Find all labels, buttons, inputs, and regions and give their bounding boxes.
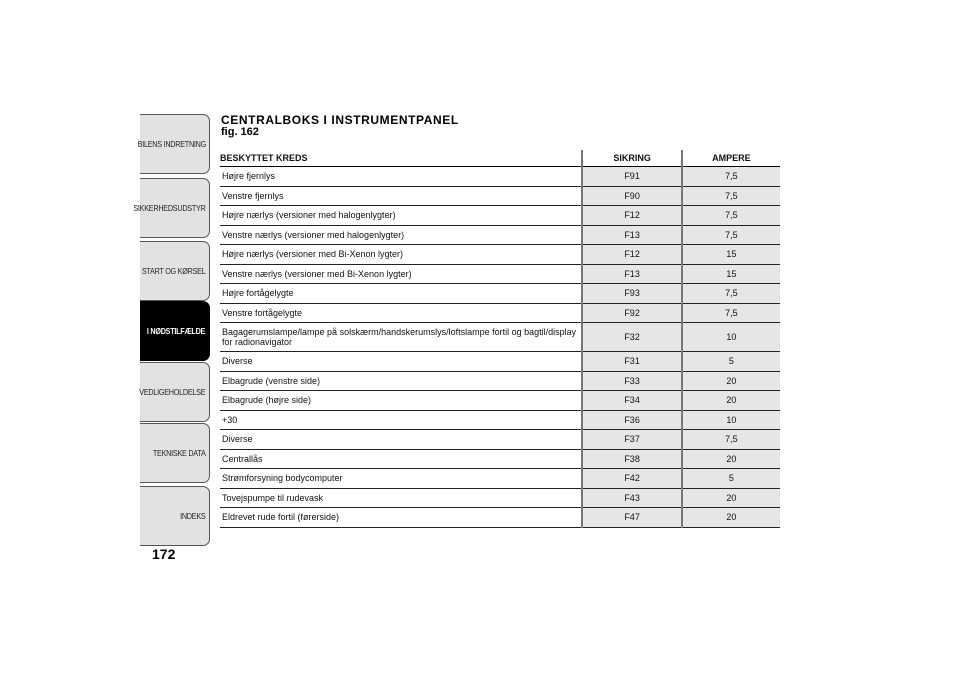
cell-circuit: Venstre nærlys (versioner med Bi-Xenon lygter) [220, 264, 582, 284]
header-ampere: AMPERE [682, 150, 780, 167]
cell-fuse: F42 [582, 469, 681, 489]
cell-fuse: F34 [582, 391, 681, 411]
cell-circuit: Tovejspumpe til rudevask [220, 488, 582, 508]
table-row [220, 410, 780, 430]
tab-sikkerhedsudstyr[interactable] [133, 178, 210, 238]
cell-circuit: +30 [220, 410, 582, 430]
tab-tekniske-data[interactable] [140, 423, 210, 483]
cell-circuit: Bagagerumslampe/lampe på solskærm/handskerumslys/loftslampe fortil og bagtil/display for radionavigator [220, 323, 582, 352]
cell-ampere: 7,5 [682, 430, 780, 450]
table-row [220, 167, 780, 187]
header-circuit: BESKYTTET KREDS [220, 150, 582, 167]
table-row [220, 303, 780, 323]
cell-circuit: Elbagrude (venstre side) [220, 371, 582, 391]
cell-ampere: 5 [682, 352, 780, 372]
cell-ampere: 7,5 [682, 167, 780, 187]
cell-ampere: 7,5 [682, 186, 780, 206]
table-row [220, 225, 780, 245]
cell-circuit: Diverse [220, 352, 582, 372]
tab-bilens-indretning[interactable] [137, 114, 210, 174]
tab-label: TEKNISKE DATA [152, 448, 206, 458]
cell-ampere: 5 [682, 469, 780, 489]
cell-fuse: F12 [582, 206, 681, 226]
tab-label: BILENS INDRETNING [137, 139, 206, 149]
section-heading: CENTRALBOKS I INSTRUMENTPANEL [221, 113, 459, 127]
cell-circuit: Højre nærlys (versioner med Bi-Xenon lygter) [220, 245, 582, 265]
table-row [220, 449, 780, 469]
cell-ampere: 20 [682, 449, 780, 469]
cell-fuse: F38 [582, 449, 681, 469]
table-row [220, 284, 780, 304]
cell-fuse: F12 [582, 245, 681, 265]
cell-fuse: F37 [582, 430, 681, 450]
cell-fuse: F13 [582, 225, 681, 245]
table-header-row [220, 150, 780, 167]
cell-fuse: F43 [582, 488, 681, 508]
cell-fuse: F36 [582, 410, 681, 430]
header-fuse: SIKRING [582, 150, 681, 167]
cell-ampere: 10 [682, 410, 780, 430]
tab-vedligeholdelse[interactable] [140, 362, 210, 422]
cell-circuit: Højre fjernlys [220, 167, 582, 187]
table-row [220, 430, 780, 450]
cell-fuse: F33 [582, 371, 681, 391]
cell-fuse: F47 [582, 508, 681, 528]
tab-label: SIKKERHEDSUDSTYR [133, 203, 206, 213]
table-row [220, 508, 780, 528]
cell-ampere: 7,5 [682, 225, 780, 245]
cell-circuit: Venstre fortågelygte [220, 303, 582, 323]
cell-ampere: 15 [682, 264, 780, 284]
fuse-table [220, 150, 780, 528]
cell-circuit: Venstre nærlys (versioner med halogenlygter) [220, 225, 582, 245]
cell-ampere: 20 [682, 488, 780, 508]
table-row [220, 186, 780, 206]
cell-ampere: 7,5 [682, 284, 780, 304]
tab-start-og-korsel[interactable] [140, 241, 210, 301]
tab-i-nodstilfaelde[interactable] [140, 301, 210, 361]
figure-reference: fig. 162 [221, 126, 259, 138]
tab-label: I NØDSTILFÆLDE [147, 326, 206, 336]
table-row [220, 323, 780, 352]
cell-fuse: F93 [582, 284, 681, 304]
table-row [220, 488, 780, 508]
cell-ampere: 7,5 [682, 206, 780, 226]
cell-fuse: F32 [582, 323, 681, 352]
cell-circuit: Højre nærlys (versioner med halogenlygter) [220, 206, 582, 226]
cell-circuit: Diverse [220, 430, 582, 450]
cell-ampere: 10 [682, 323, 780, 352]
tab-indeks[interactable] [140, 486, 210, 546]
tab-label: INDEKS [180, 511, 206, 521]
cell-fuse: F90 [582, 186, 681, 206]
cell-circuit: Højre fortågelygte [220, 284, 582, 304]
page-number: 172 [152, 546, 176, 562]
cell-circuit: Elbagrude (højre side) [220, 391, 582, 411]
table-row [220, 391, 780, 411]
table-row [220, 245, 780, 265]
table-row [220, 264, 780, 284]
cell-ampere: 7,5 [682, 303, 780, 323]
tab-label: VEDLIGEHOLDELSE [139, 387, 206, 397]
cell-circuit: Venstre fjernlys [220, 186, 582, 206]
cell-ampere: 20 [682, 391, 780, 411]
cell-ampere: 20 [682, 508, 780, 528]
table-row [220, 371, 780, 391]
cell-fuse: F31 [582, 352, 681, 372]
table-row [220, 469, 780, 489]
cell-circuit: Centrallås [220, 449, 582, 469]
tab-label: START OG KØRSEL [141, 266, 206, 276]
table-row [220, 206, 780, 226]
cell-circuit: Eldrevet rude fortil (førerside) [220, 508, 582, 528]
cell-fuse: F92 [582, 303, 681, 323]
cell-ampere: 20 [682, 371, 780, 391]
cell-ampere: 15 [682, 245, 780, 265]
cell-fuse: F13 [582, 264, 681, 284]
cell-circuit: Strømforsyning bodycomputer [220, 469, 582, 489]
cell-fuse: F91 [582, 167, 681, 187]
table-row [220, 352, 780, 372]
